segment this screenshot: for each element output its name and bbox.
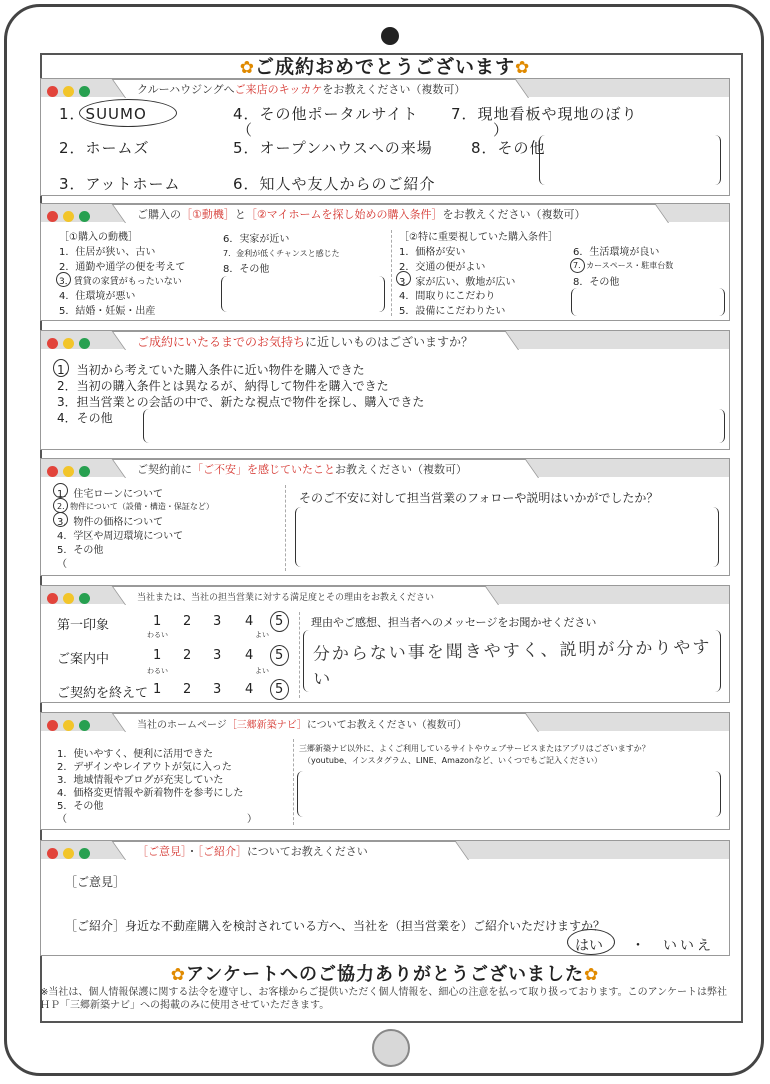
condition-option[interactable]: 7．カースペース・駐車台数	[573, 261, 674, 270]
rating-3[interactable]: 3	[213, 614, 222, 629]
option-athome[interactable]: 3．アットホーム	[59, 175, 181, 193]
rating-label: ご案内中	[57, 652, 110, 667]
closing-text: アンケートへのご協力ありがとうございました	[186, 964, 584, 985]
selection-circle	[53, 512, 68, 527]
window-dots	[47, 716, 95, 735]
window-dots	[47, 207, 95, 226]
window-dots	[47, 589, 95, 608]
anxiety-followup-bracket[interactable]	[295, 507, 719, 567]
section-title: ［ご意見］・［ご紹介］についてお教えください	[137, 845, 368, 858]
condition-option[interactable]: 5．設備にこだわりたい	[399, 306, 506, 317]
selection-circle	[567, 929, 615, 955]
homepage-option[interactable]: 3．地域情報やブログが充実していた	[57, 775, 224, 786]
other-sites-hint: （youtube、インスタグラム、LINE、Amazonなど、いくつでもご記入ください）	[303, 756, 603, 765]
rating-1[interactable]: 1	[153, 682, 162, 697]
motive-option[interactable]: 1．住居が狭い、古い	[59, 247, 156, 258]
option-referral[interactable]: 6．知人や友人からのご紹介	[233, 175, 436, 193]
option-signboard[interactable]: 7．現地看板や現地のぼり	[451, 105, 638, 123]
section-visit-trigger	[40, 78, 730, 196]
rating-2[interactable]: 2	[183, 648, 192, 663]
section-header	[41, 713, 729, 731]
section-title: ご成約にいたるまでのお気持ちに近しいものはございますか？	[137, 335, 474, 349]
rating-good-label: よい	[255, 631, 269, 639]
motive-option[interactable]: 6．実家が近い	[223, 234, 290, 245]
motive-other-bracket[interactable]	[221, 276, 385, 312]
other-sites-question: 三郷新築ナビ以外に、よくご利用しているサイトやウェブサービスまたはアプリはございますか？	[299, 744, 650, 753]
section-header	[41, 331, 729, 349]
window-dots	[47, 82, 95, 101]
feeling-option[interactable]: 3．担当営業との会話の中で、新たな視点で物件を探し、購入できた	[57, 395, 425, 409]
rating-3[interactable]: 3	[213, 682, 222, 697]
other-portal-paren: （ ）	[237, 121, 510, 139]
rating-5[interactable]: 5	[275, 614, 284, 629]
section-opinion-referral	[40, 840, 730, 956]
rating-good-label: よい	[255, 667, 269, 675]
motive-option[interactable]: 7．金利が低くチャンスと感じた	[223, 249, 340, 258]
other-input-bracket[interactable]	[539, 135, 721, 185]
homepage-option[interactable]: 4．価格変更情報や新着物件を参考にした	[57, 788, 244, 799]
condition-option[interactable]: 8．その他	[573, 277, 620, 288]
rating-label: 第一印象	[57, 618, 110, 633]
rating-5[interactable]: 5	[275, 682, 284, 697]
condition-title: ［②特に重要視していた購入条件］	[399, 232, 558, 243]
motive-option[interactable]: 2．通勤や通学の便を考えて	[59, 262, 186, 273]
feeling-option[interactable]: 2．当初の購入条件とは異なるが、納得して物件を購入できた	[57, 379, 389, 393]
section-title: 当社のホームページ［三郷新築ナビ］についてお教えください（複数可）	[137, 720, 467, 731]
page-title	[0, 52, 770, 79]
rating-5[interactable]: 5	[275, 648, 284, 663]
privacy-notice: ※当社は、個人情報保護に関する法令を遵守し、お客様からご提供いただく個人情報を、細心の注意を払って取り扱っております。このアンケートは弊社ＨＰ「三郷新築ナビ」への掲載のみに使用させていただきます。	[40, 987, 727, 1011]
rating-label: ご契約を終えて	[57, 686, 149, 701]
rating-bad-label: わるい	[147, 667, 168, 675]
option-open-house[interactable]: 5．オープンハウスへの来場	[233, 139, 433, 157]
motive-option[interactable]: 5．結婚・妊娠・出産	[59, 306, 156, 317]
rating-bad-label: わるい	[147, 631, 168, 639]
anxiety-option[interactable]: 4．学区や周辺環境について	[57, 531, 184, 542]
section-satisfaction	[40, 585, 730, 703]
window-dots	[47, 462, 95, 481]
anxiety-option[interactable]: 3．物件の価格について	[57, 517, 164, 528]
section-title: 当社または、当社の担当営業に対する満足度とその理由をお教えください	[137, 593, 435, 603]
homepage-option[interactable]: 1．使いやすく、便利に活用できた	[57, 749, 214, 760]
opinion-label: ［ご意見］	[65, 875, 126, 889]
rating-2[interactable]: 2	[183, 682, 192, 697]
condition-option[interactable]: 4．間取りにこだわり	[399, 291, 496, 302]
section-header	[41, 459, 729, 477]
selection-circle	[56, 272, 71, 287]
anxiety-option[interactable]: 2．物件について（設備・構造・保証など）	[57, 502, 214, 511]
condition-option[interactable]: 6．生活環境が良い	[573, 247, 660, 258]
rating-3[interactable]: 3	[213, 648, 222, 663]
section-title: クルーハウジングへご来店のキッカケをお教えください（複数可）	[137, 83, 466, 96]
homepage-other-paren: （ ）	[57, 814, 257, 825]
motive-option[interactable]: 3．賃貸の家賃がもったいない	[59, 277, 182, 287]
message-question: 理由やご感想、担当者へのメッセージをお聞かせください	[311, 616, 597, 629]
anxiety-followup-question: そのご不安に対して担当営業のフォローや説明はいかがでしたか？	[299, 491, 659, 505]
option-suumo[interactable]: 1．SUUMO	[59, 105, 147, 123]
homepage-option[interactable]: 5．その他	[57, 801, 104, 812]
motive-option[interactable]: 4．住環境が悪い	[59, 291, 136, 302]
selection-circle	[270, 645, 289, 666]
option-homes[interactable]: 2．ホームズ	[59, 139, 150, 157]
camera-icon	[381, 27, 399, 45]
window-dots	[47, 844, 95, 863]
option-other[interactable]: 8．その他	[471, 139, 546, 157]
selection-circle	[396, 271, 411, 286]
title-text: ご成約おめでとうございます	[254, 56, 515, 78]
condition-option[interactable]: 1．価格が安い	[399, 247, 466, 258]
flower-icon: ✿	[583, 965, 600, 985]
referral-no[interactable]: いいえ	[663, 938, 714, 954]
section-header	[41, 204, 729, 222]
section-title: ご購入の［①動機］と［②マイホームを探し始めの購入条件］をお教えください（複数可）	[137, 208, 586, 221]
home-button[interactable]	[372, 1029, 410, 1067]
section-homepage	[40, 712, 730, 830]
flower-icon: ✿	[239, 58, 255, 78]
selection-circle	[53, 498, 68, 513]
window-dots	[47, 334, 95, 353]
section-header	[41, 841, 729, 859]
closing-title	[0, 960, 770, 986]
rating-4[interactable]: 4	[245, 614, 254, 629]
feeling-option[interactable]: 1．当初から考えていた購入条件に近い物件を購入できた	[57, 363, 365, 377]
anxiety-option[interactable]: 5．その他	[57, 545, 104, 556]
section-anxiety	[40, 458, 730, 576]
feeling-option[interactable]: 4．その他	[57, 411, 113, 425]
selection-circle	[270, 611, 289, 632]
rating-2[interactable]: 2	[183, 614, 192, 629]
feeling-other-bracket[interactable]	[143, 409, 725, 443]
referral-yes[interactable]: はい	[575, 938, 603, 954]
selection-circle	[79, 99, 177, 127]
section-title: ご契約前に「ご不安」を感じていたことお教えください（複数可）	[137, 463, 467, 476]
referral-question: ［ご紹介］身近な不動産購入を検討されている方へ、当社を（担当営業を）ご紹介いただけますか？	[65, 919, 606, 933]
condition-option[interactable]: 3．家が広い、敷地が広い	[399, 277, 516, 288]
flower-icon: ✿	[170, 965, 187, 985]
motive-title: ［①購入の動機］	[59, 232, 138, 243]
selection-circle	[570, 258, 585, 273]
selection-circle	[53, 483, 68, 498]
section-purchase-motive	[40, 203, 730, 321]
section-header	[41, 79, 729, 97]
rating-1[interactable]: 1	[153, 648, 162, 663]
option-other-portal[interactable]: 4．その他ポータルサイト	[233, 105, 419, 123]
handwritten-message: 分からない事を聞きやすく、説明が分かりやすい	[312, 637, 712, 690]
flower-icon: ✿	[515, 58, 531, 78]
referral-separator: ・	[631, 938, 645, 954]
section-header	[41, 586, 729, 604]
homepage-option[interactable]: 2．デザインやレイアウトが気に入った	[57, 762, 232, 773]
rating-4[interactable]: 4	[245, 682, 254, 697]
selection-circle	[270, 679, 289, 700]
selection-circle	[53, 359, 69, 377]
condition-other-bracket[interactable]	[571, 288, 725, 316]
anxiety-other-paren: （	[57, 559, 67, 570]
motive-option[interactable]: 8．その他	[223, 264, 270, 275]
rating-1[interactable]: 1	[153, 614, 162, 629]
anxiety-option[interactable]: 1．住宅ローンについて	[57, 489, 163, 500]
section-feelings	[40, 330, 730, 450]
condition-option[interactable]: 2．交通の便がよい	[399, 262, 486, 273]
other-sites-bracket[interactable]	[297, 771, 721, 817]
rating-4[interactable]: 4	[245, 648, 254, 663]
